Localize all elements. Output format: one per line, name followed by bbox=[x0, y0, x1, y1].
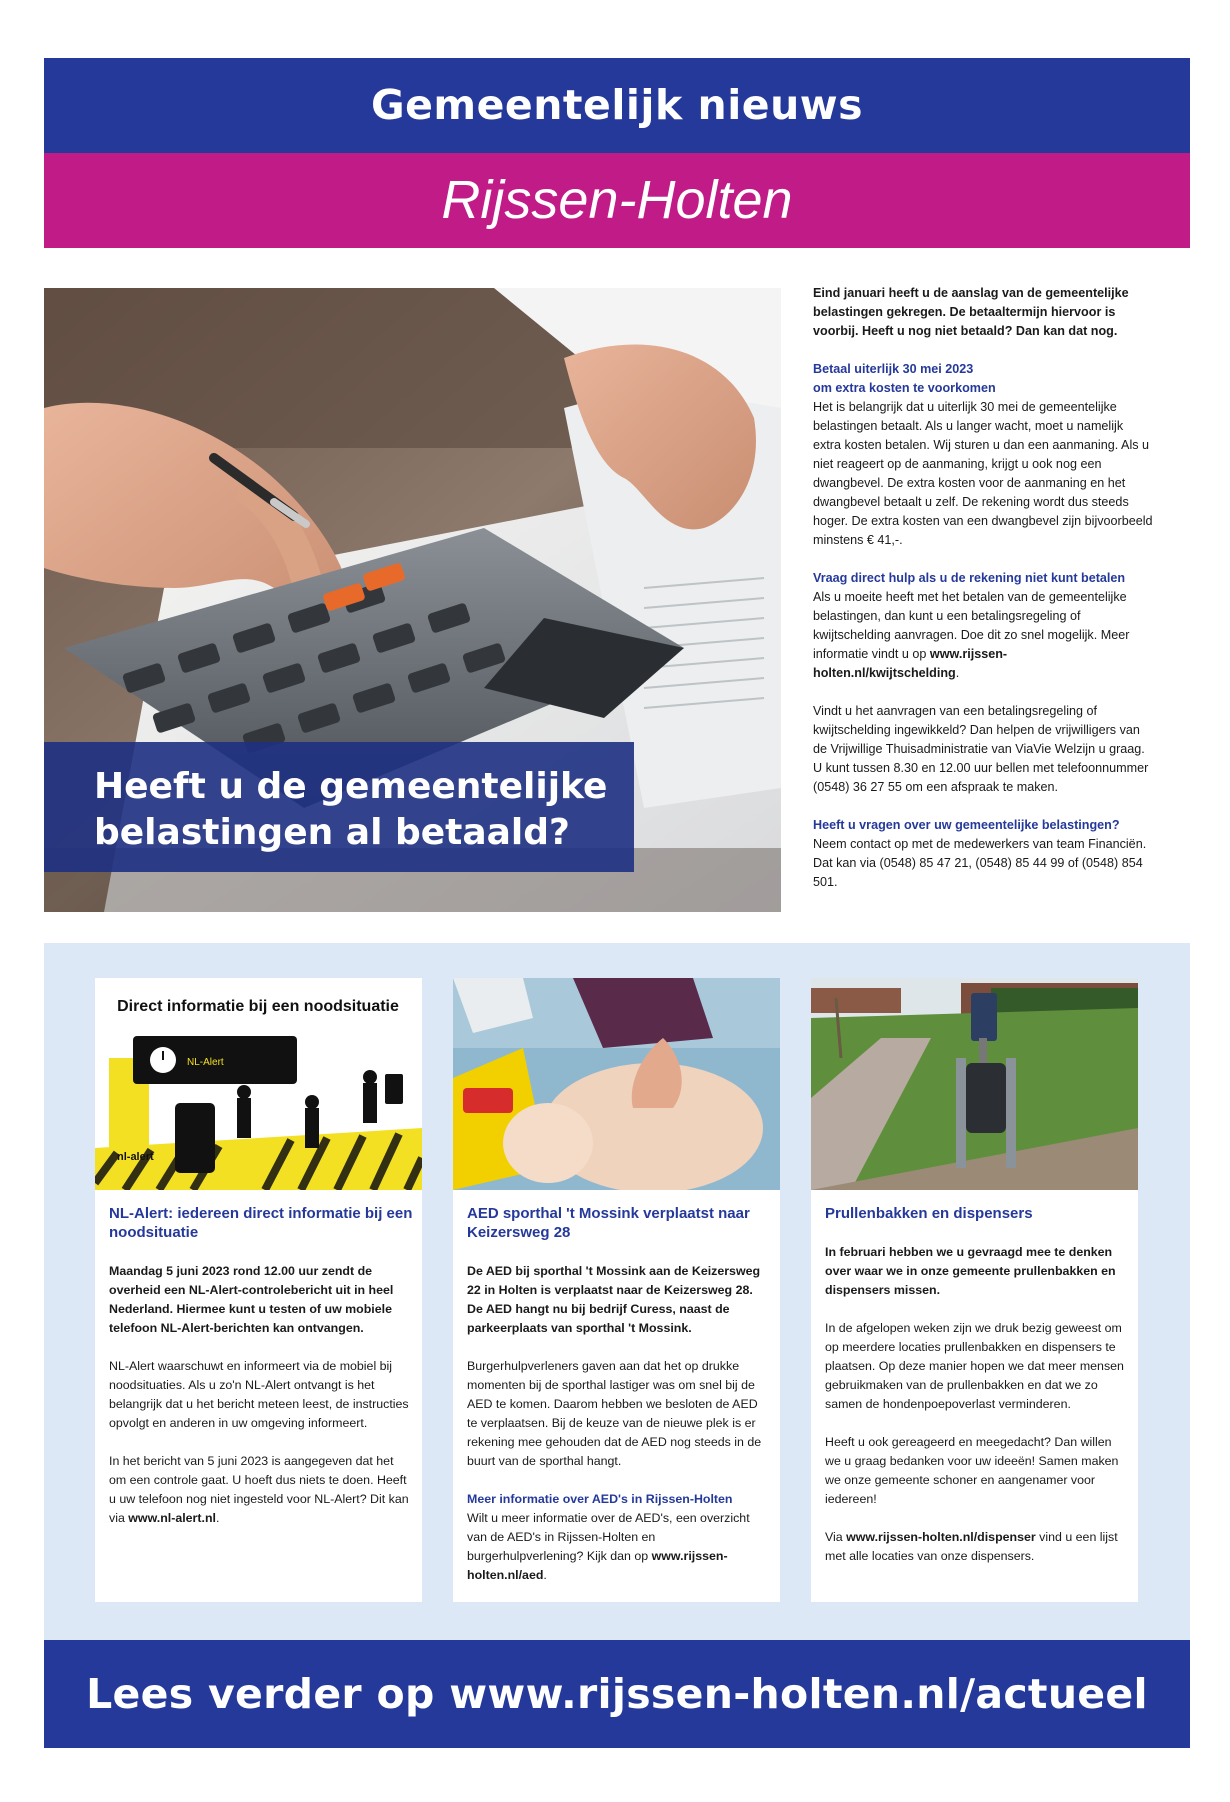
card-prullenbakken-body bbox=[825, 1204, 1129, 1585]
hero-title-box bbox=[44, 742, 634, 872]
card-aed-paragraph-2-end: . bbox=[543, 1568, 547, 1582]
article-paragraph-1: Het is belangrijk dat u uiterlijk 30 mei de gemeentelijke belastingen betaalt. Als u langer wacht, moet u namelijk extra kosten betalen. Wij sturen u dan een aanmaning. Als u niet reageert op de aanmaning, krijgt u ook nog een dwangbevel. De extra kosten voor de aanmaning en het dwangbevel betaalt u zelf. De rekening wordt dus steeds hoger. De extra kosten van een dwangbevel zijn bijvoorbeeld minstens € 41,-. bbox=[813, 400, 1153, 547]
card-aed-paragraph-2 bbox=[467, 1509, 771, 1585]
article-paragraph-2 bbox=[813, 588, 1153, 683]
card-aed-paragraph-1: Burgerhulpverleners gaven aan dat het op drukke momenten bij de sporthal lastiger was om snel bij de AED te komen. Daarom hebben we besloten de AED te verplaatsen. Bij de keuze van de nieuwe plek is er rekening mee gehouden dat de AED nog steeds in de buurt van de sporthal hangt. bbox=[467, 1359, 762, 1468]
card-nl-alert bbox=[95, 978, 422, 1602]
card-nl-alert-paragraph-1: NL-Alert waarschuwt en informeert via de mobiel bij noodsituaties. Als u zo'n NL-Alert ontvangt is het belangrijk dat u het bericht meteen leest, de instructies opvolgt en anderen in uw omgeving informeert. bbox=[109, 1359, 409, 1430]
header-municipality-band bbox=[44, 153, 1190, 248]
card-aed bbox=[453, 978, 780, 1602]
card-aed-lead: De AED bij sporthal 't Mossink aan de Keizersweg 22 in Holten is verplaatst naar de Keizersweg 28. De AED hangt nu bij bedrijf Curess, naast de parkeerplaats van sporthal 't Mossink. bbox=[467, 1264, 761, 1335]
aed-image bbox=[453, 978, 780, 1190]
card-aed-body bbox=[467, 1204, 771, 1604]
footer-band bbox=[44, 1640, 1190, 1748]
cpr-training-photo bbox=[453, 978, 780, 1190]
card-nl-alert-paragraph-2-text: In het bericht van 5 juni 2023 is aangegeven dat het om een controle gaat. U hoeft dus niets te doen. Heeft u uw telefoon nog niet ingesteld voor NL-Alert? Dit kan via bbox=[109, 1454, 409, 1525]
card-aed-paragraph-2-text: Wilt u meer informatie over de AED's, een overzicht van de AED's in Rijssen-Holten en burgerhulpverlening? Kijk dan op bbox=[467, 1511, 750, 1563]
card-prullenbakken-paragraph-3 bbox=[825, 1528, 1129, 1566]
header-municipality: Rijssen-Holten bbox=[441, 170, 793, 230]
nl-alert-image bbox=[95, 978, 422, 1190]
card-aed-subheading: Meer informatie over AED's in Rijssen-Holten bbox=[467, 1492, 733, 1506]
card-nl-alert-lead: Maandag 5 juni 2023 rond 12.00 uur zendt de overheid een NL-Alert-controlebericht uit in heel Nederland. Hiermee kunt u testen of uw mobiele telefoon NL-Alert-berichten kan ontvangen. bbox=[109, 1264, 394, 1335]
dispenser-link[interactable]: www.rijssen-holten.nl/dispenser bbox=[846, 1530, 1036, 1544]
hero-headline-line1: Heeft u de gemeentelijke bbox=[94, 766, 608, 807]
footer-read-more[interactable]: Lees verder op www.rijssen-holten.nl/actueel bbox=[86, 1670, 1148, 1718]
aed-link[interactable]: www.rijssen-holten.nl/aed bbox=[467, 1549, 728, 1582]
card-prullenbakken bbox=[811, 978, 1138, 1602]
card-prullenbakken-paragraph-3-start: Via bbox=[825, 1530, 847, 1544]
kwijtschelding-link[interactable]: www.rijssen-holten.nl/kwijtschelding bbox=[813, 647, 1008, 680]
hero-image bbox=[44, 288, 781, 912]
hero-headline-line2: belastingen al betaald? bbox=[94, 812, 570, 853]
article-paragraph-2-text: Als u moeite heeft met het betalen van de gemeentelijke belastingen, dan kunt u een betalingsregeling of kwijtschelding aanvragen. Doe dit zo snel mogelijk. Meer informatie vindt u op bbox=[813, 590, 1130, 661]
nl-alert-logo: nl-alert bbox=[117, 1151, 154, 1163]
article-subheading-1b: om extra kosten te voorkomen bbox=[813, 381, 996, 395]
nl-alert-image-heading: Direct informatie bij een noodsituatie bbox=[117, 998, 399, 1015]
article-paragraph-2-end: . bbox=[955, 666, 960, 680]
article-paragraph-3: Vindt u het aanvragen van een betalingsregeling of kwijtschelding ingewikkeld? Dan helpen de vrijwilligers van de Vrijwillige Thuisadministratie van ViaVie Welzijn u graag. U kunt tussen 8.30 en 12.00 uur bellen met telefoonnummer (0548) 36 27 55 om een afspraak te maken. bbox=[813, 704, 1149, 794]
dispenser-image bbox=[811, 978, 1138, 1190]
dispenser-photo bbox=[811, 978, 1138, 1190]
nl-alert-link[interactable]: www.nl-alert.nl bbox=[128, 1511, 216, 1525]
article-subheading-2: Vraag direct hulp als u de rekening niet kunt betalen bbox=[813, 571, 1126, 585]
header-title: Gemeentelijk nieuws bbox=[370, 81, 864, 129]
card-nl-alert-paragraph-2-end: . bbox=[215, 1511, 220, 1525]
card-prullenbakken-lead: In februari hebben we u gevraagd mee te denken over waar we in onze gemeente prullenbakken en dispensers missen. bbox=[825, 1245, 1116, 1297]
nl-alert-illustration bbox=[95, 978, 422, 1190]
article-paragraph-4: Neem contact op met de medewerkers van team Financiën. Dat kan via (0548) 85 47 21, (0548) 85 44 99 of (0548) 854 501. bbox=[813, 837, 1147, 889]
card-prullenbakken-paragraph-2: Heeft u ook gereageerd en meegedacht? Dan willen we u graag bedanken voor uw ideeën! Samen maken we onze gemeente schoner en aangenamer voor iedereen! bbox=[825, 1435, 1119, 1506]
card-nl-alert-paragraph-2 bbox=[109, 1452, 413, 1528]
hero-headline bbox=[94, 764, 607, 856]
card-prullenbakken-paragraph-3-text: vind u een lijst met alle locaties van onze dispensers. bbox=[825, 1530, 1118, 1563]
card-prullenbakken-title: Prullenbakken en dispensers bbox=[825, 1205, 1033, 1222]
nl-alert-banner-label: NL-Alert bbox=[187, 1057, 224, 1068]
card-aed-title: AED sporthal 't Mossink verplaatst naar Keizersweg 28 bbox=[467, 1205, 750, 1241]
card-prullenbakken-paragraph-1: In de afgelopen weken zijn we druk bezig geweest om op meerdere locaties prullenbakken en dispensers te plaatsen. Op deze manier hopen we dat meer mensen gebruikmaken van de prullenbakken en dat we zo samen de hondenpoepoverlast verminderen. bbox=[825, 1321, 1124, 1411]
card-nl-alert-body bbox=[109, 1204, 413, 1547]
header-title-band bbox=[44, 58, 1190, 153]
tax-article bbox=[813, 284, 1153, 911]
card-nl-alert-title: NL-Alert: iedereen direct informatie bij een noodsituatie bbox=[109, 1205, 413, 1241]
article-intro: Eind januari heeft u de aanslag van de gemeentelijke belastingen gekregen. De betaaltermijn hiervoor is voorbij. Heeft u nog niet betaald? Dan kan dat nog. bbox=[813, 286, 1129, 338]
article-subheading-1a: Betaal uiterlijk 30 mei 2023 bbox=[813, 362, 974, 376]
article-subheading-3: Heeft u vragen over uw gemeentelijke belastingen? bbox=[813, 818, 1120, 832]
